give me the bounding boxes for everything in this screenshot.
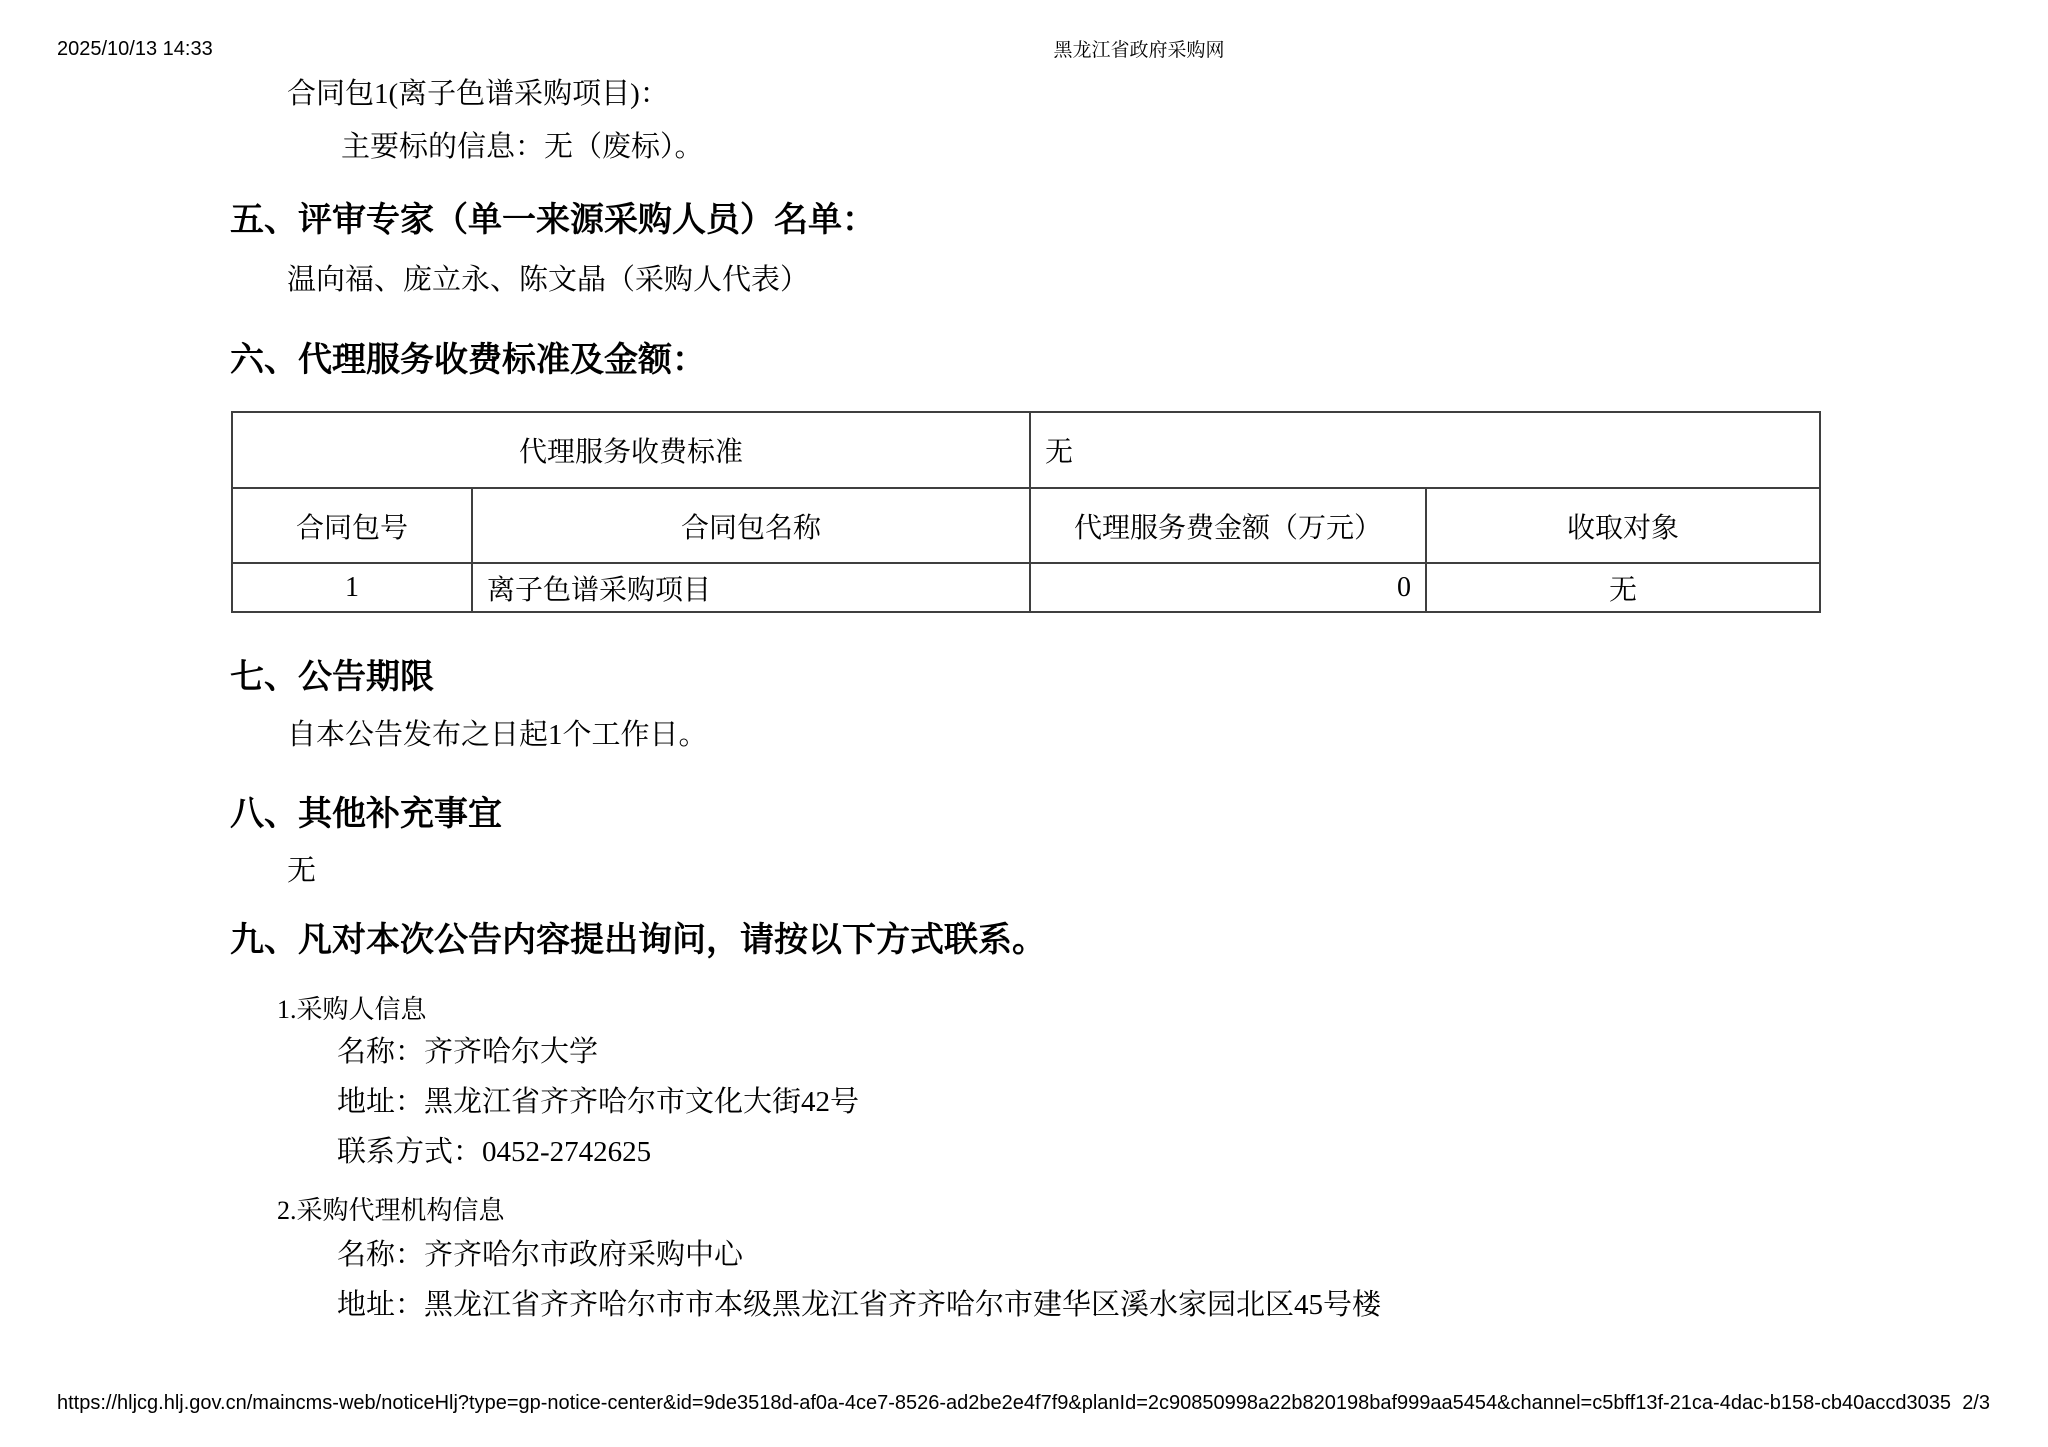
print-header-datetime: 2025/10/13 14:33 (57, 38, 213, 60)
cell-fee-amount: 0 (1030, 563, 1426, 612)
section-6-heading: 六、代理服务收费标准及金额： (230, 342, 706, 379)
print-header-site-title: 黑龙江省政府采购网 (1053, 40, 1225, 61)
fee-standard-value-cell: 无 (1030, 412, 1820, 488)
purchaser-phone: 联系方式：0452-2742625 (337, 1136, 652, 1168)
print-footer-page-indicator: 2/3 (1962, 1392, 1990, 1414)
purchaser-name: 名称：齐齐哈尔大学 (337, 1036, 599, 1068)
agency-info-label: 2.采购代理机构信息 (277, 1196, 505, 1225)
section-5-expert-list: 温向福、庞立永、陈文晶（采购人代表） (287, 264, 810, 296)
cell-package-no: 1 (232, 563, 472, 612)
cell-package-name: 离子色谱采购项目 (472, 563, 1030, 612)
section-9-heading: 九、凡对本次公告内容提出询问，请按以下方式联系。 (230, 922, 1046, 959)
section-8-heading: 八、其他补充事宜 (230, 796, 502, 833)
agency-name: 名称：齐齐哈尔市政府采购中心 (337, 1239, 744, 1271)
column-header-package-no: 合同包号 (232, 488, 472, 563)
purchaser-info-label: 1.采购人信息 (277, 995, 427, 1024)
section-7-announcement-period: 自本公告发布之日起1个工作日。 (287, 719, 708, 751)
column-header-fee-amount: 代理服务费金额（万元） (1030, 488, 1426, 563)
print-footer-url: https://hljcg.hlj.gov.cn/maincms-web/noticeHlj?type=gp-notice-center&id=9de3518d-af0a-4ce7-8526-ad2be2e4f7f9&planId=2c90850998a22b820198baf999aa5454&channel=c5bff13f-21ca-4dac-b158-cb40accd3035 (57, 1392, 1951, 1414)
section-7-heading: 七、公告期限 (230, 659, 434, 696)
section-5-heading: 五、评审专家（单一来源采购人员）名单： (230, 202, 876, 239)
fee-standard-row (232, 412, 1820, 488)
fee-standard-label-cell: 代理服务收费标准 (232, 412, 1030, 488)
purchaser-address: 地址：黑龙江省齐齐哈尔市文化大街42号 (337, 1086, 860, 1118)
fee-table-data-row (232, 563, 1820, 612)
column-header-package-name: 合同包名称 (472, 488, 1030, 563)
agency-address: 地址：黑龙江省齐齐哈尔市市本级黑龙江省齐齐哈尔市建华区溪水家园北区45号楼 (337, 1289, 1382, 1321)
column-header-charged-party: 收取对象 (1426, 488, 1820, 563)
cell-charged-party: 无 (1426, 563, 1820, 612)
section-8-body: 无 (287, 855, 317, 887)
agency-fee-table (231, 411, 1821, 613)
intro-line-main-subject-info: 主要标的信息：无（废标）。 (341, 131, 704, 163)
fee-table-header-row (232, 488, 1820, 563)
intro-line-contract-package: 合同包1(离子色谱采购项目)： (287, 78, 669, 110)
